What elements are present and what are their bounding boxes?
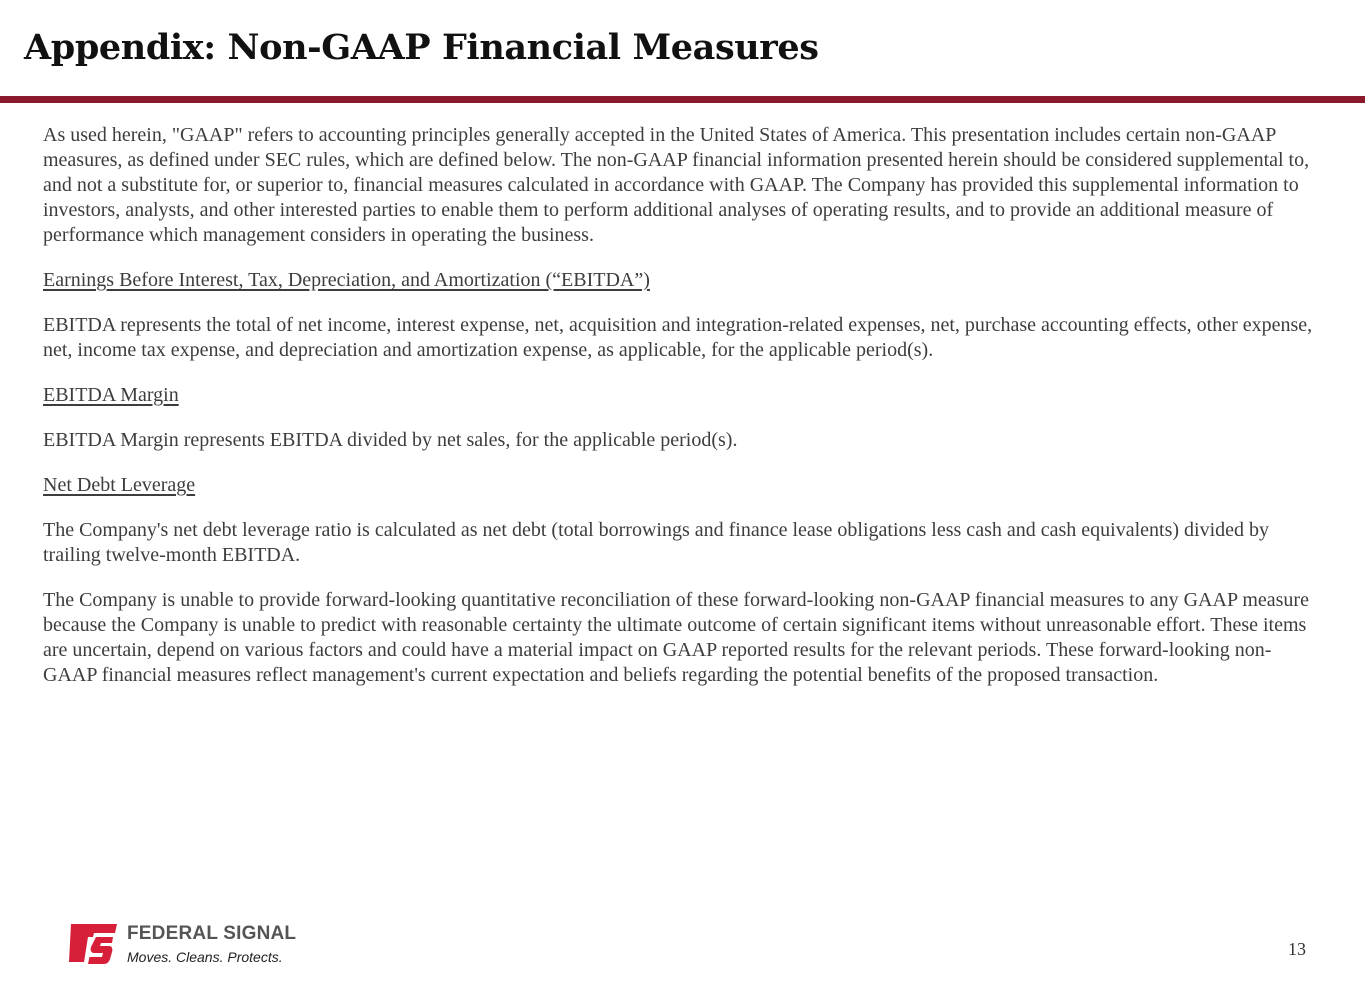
section-text-ebitda-margin: EBITDA Margin represents EBITDA divided by net sales, for the applicable period(s). [43, 429, 738, 451]
closing-paragraph: The Company is unable to provide forward-looking quantitative reconciliation of these forward-looking non-GAAP financial measures to any GAAP measure because the Company is unable to predict with reasonable certainty the ultimate outcome of certain significant items without unreasonable effort. These items are uncertain, depend on various factors and could have a material impact on GAAP reported results for the relevant periods. These forward-looking non-GAAP financial measures reflect management's current expectation and beliefs regarding the potential benefits of the proposed transaction. [43, 589, 1309, 686]
section-heading-net-debt-leverage: Net Debt Leverage [43, 474, 196, 496]
section-text-ebitda: EBITDA represents the total of net income, interest expense, net, acquisition and integration-related expenses, net, purchase accounting effects, other expense, net, income tax expense, and depreciation and amortization expense, as applicable, for the applicable period(s). [43, 314, 1313, 361]
section-heading-ebitda: Earnings Before Interest, Tax, Depreciation, and Amortization (“EBITDA”) [43, 269, 650, 291]
intro-paragraph: As used herein, "GAAP" refers to accounting principles generally accepted in the United States of America. This presentation includes certain non-GAAP measures, as defined under SEC rules, which are defined below. The non-GAAP financial information presented herein should be considered supplemental to, and not a substitute for, or superior to, financial measures calculated in accordance with GAAP. The Company has provided this supplemental information to investors, analysts, and other interested parties to enable them to perform additional analyses of operating results, and to provide an additional measure of performance which management considers in operating the business. [43, 124, 1310, 246]
section-heading-ebitda-margin: EBITDA Margin [43, 384, 179, 406]
brand-tagline: Moves. Cleans. Protects. [127, 949, 283, 965]
company-logo [68, 920, 308, 970]
section-text-net-debt-leverage: The Company's net debt leverage ratio is calculated as net debt (total borrowings and finance lease obligations less cash and cash equivalents) divided by trailing twelve-month EBITDA. [43, 519, 1269, 566]
page-title: Appendix: Non-GAAP Financial Measures [24, 27, 819, 68]
title-divider [0, 96, 1365, 103]
federal-signal-logo-icon [68, 922, 118, 964]
page-number: 13 [1288, 939, 1306, 959]
brand-name: FEDERAL SIGNAL [127, 923, 297, 944]
document-body [43, 123, 1318, 708]
